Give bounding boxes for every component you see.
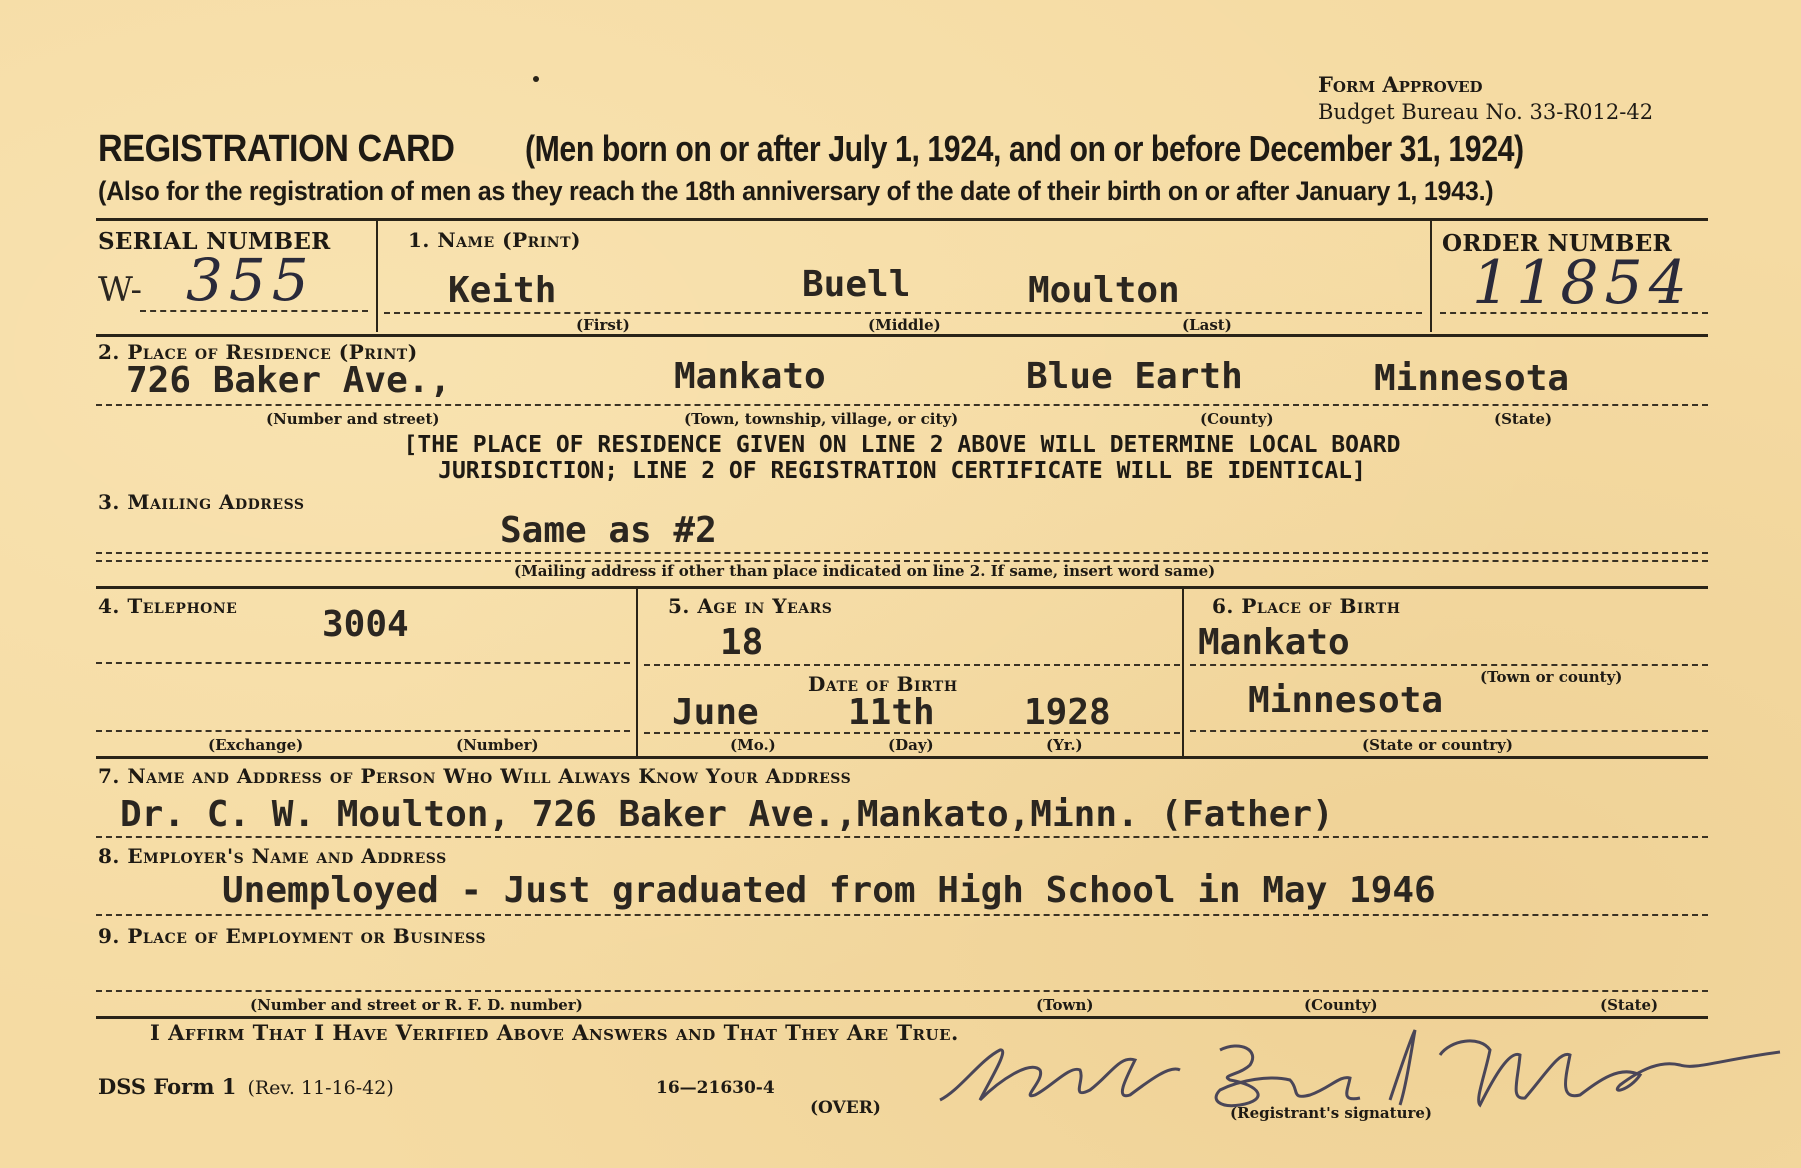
jurisdiction-notice-line2: JURISDICTION; LINE 2 OF REGISTRATION CERTIFICATE WILL BE IDENTICAL] bbox=[438, 458, 1366, 484]
birthplace-town: Mankato bbox=[1198, 622, 1350, 663]
dob-month-caption: (Mo.) bbox=[730, 736, 776, 754]
over-label: (OVER) bbox=[810, 1098, 881, 1118]
budget-bureau-number: Budget Bureau No. 33-R012-42 bbox=[1318, 100, 1654, 124]
employer-label: 8. Employer's Name and Address bbox=[98, 844, 447, 868]
residence-street: 726 Baker Ave., bbox=[126, 360, 452, 401]
telephone-value: 3004 bbox=[322, 604, 409, 645]
age-underline bbox=[644, 664, 1180, 666]
residence-county-caption: (County) bbox=[1200, 410, 1274, 428]
name-label: 1. Name (Print) bbox=[408, 228, 581, 252]
mailing-address-value: Same as #2 bbox=[500, 510, 717, 551]
form-approved-label: Form Approved bbox=[1318, 72, 1483, 97]
top-rule bbox=[96, 218, 1708, 221]
jurisdiction-notice-line1: [THE PLACE OF RESIDENCE GIVEN ON LINE 2 ABOVE WILL DETERMINE LOCAL BOARD bbox=[403, 432, 1401, 458]
card-title-eligibility: (Men born on or after July 1, 1924, and on or before December 31, 1924) bbox=[525, 128, 1524, 169]
first-caption: (First) bbox=[576, 316, 630, 334]
residence-state-caption: (State) bbox=[1494, 410, 1553, 428]
print-code: 16—21630-4 bbox=[656, 1078, 775, 1098]
residence-underline bbox=[96, 404, 1708, 406]
serial-number-label: SERIAL NUMBER bbox=[98, 228, 331, 255]
serial-underline bbox=[140, 310, 368, 312]
employment-town-caption: (Town) bbox=[1036, 996, 1094, 1014]
age-value: 18 bbox=[720, 622, 764, 663]
serial-prefix: W- bbox=[98, 270, 142, 310]
name-underline bbox=[384, 312, 1422, 314]
birthplace-state-caption: (State or country) bbox=[1362, 736, 1513, 754]
telephone-line1 bbox=[96, 662, 630, 664]
telephone-label: 4. Telephone bbox=[98, 594, 238, 618]
col-divider-2 bbox=[1182, 588, 1184, 756]
dob-year-caption: (Yr.) bbox=[1046, 736, 1083, 754]
dob-label: Date of Birth bbox=[808, 672, 958, 696]
age-label: 5. Age in Years bbox=[668, 594, 833, 618]
birthplace-underline2 bbox=[1190, 730, 1708, 732]
contact-underline bbox=[96, 836, 1708, 838]
signature-caption: (Registrant's signature) bbox=[1230, 1104, 1433, 1122]
order-number-label: ORDER NUMBER bbox=[1442, 230, 1672, 257]
first-name: Keith bbox=[448, 270, 557, 311]
contact-value: Dr. C. W. Moulton, 726 Baker Ave.,Mankato,Minn. (Father) bbox=[120, 794, 1334, 835]
employment-place-underline bbox=[96, 990, 1708, 992]
ink-dot bbox=[533, 76, 539, 82]
birthplace-underline1 bbox=[1190, 664, 1708, 666]
middle-caption: (Middle) bbox=[868, 316, 941, 334]
residence-label: 2. Place of Residence (Print) bbox=[98, 340, 418, 364]
last-caption: (Last) bbox=[1182, 316, 1232, 334]
dob-month: June bbox=[672, 692, 759, 733]
employment-state-caption: (State) bbox=[1600, 996, 1659, 1014]
order-divider bbox=[1430, 220, 1432, 332]
employer-underline bbox=[96, 914, 1708, 916]
employer-value: Unemployed - Just graduated from High School in May 1946 bbox=[222, 870, 1436, 911]
form-revision: (Rev. 11-16-42) bbox=[247, 1077, 394, 1099]
col-divider-1 bbox=[636, 588, 638, 756]
dob-day-caption: (Day) bbox=[888, 736, 934, 754]
row3-rule bbox=[96, 586, 1708, 589]
dob-year: 1928 bbox=[1024, 692, 1111, 733]
row4-rule bbox=[96, 756, 1708, 759]
last-name: Moulton bbox=[1028, 270, 1180, 311]
row9-rule bbox=[96, 1016, 1708, 1019]
contact-label: 7. Name and Address of Person Who Will Always Know Your Address bbox=[98, 764, 852, 788]
birthplace-town-caption: (Town or county) bbox=[1480, 668, 1623, 686]
residence-town-caption: (Town, township, village, or city) bbox=[684, 410, 959, 428]
birthplace-state: Minnesota bbox=[1248, 680, 1444, 721]
mailing-address-label: 3. Mailing Address bbox=[98, 490, 305, 514]
residence-street-caption: (Number and street) bbox=[266, 410, 440, 428]
middle-name: Buell bbox=[802, 264, 911, 305]
mailing-caption: (Mailing address if other than place indicated on line 2. If same, insert word same) bbox=[514, 562, 1216, 580]
employment-county-caption: (County) bbox=[1304, 996, 1378, 1014]
mailing-line1 bbox=[96, 552, 1708, 554]
serial-number-value: 355 bbox=[186, 246, 315, 314]
number-caption: (Number) bbox=[456, 736, 539, 754]
serial-divider bbox=[376, 220, 378, 332]
employment-street-caption: (Number and street or R. F. D. number) bbox=[250, 996, 583, 1014]
card-subtitle: (Also for the registration of men as they reach the 18th anniversary of the date of their birth on or after January 1, 1943.) bbox=[98, 176, 1494, 206]
telephone-line2 bbox=[96, 730, 630, 732]
dob-day: 11th bbox=[848, 692, 935, 733]
residence-town: Mankato bbox=[674, 356, 826, 397]
order-number-value: 11854 bbox=[1472, 248, 1693, 318]
exchange-caption: (Exchange) bbox=[208, 736, 304, 754]
row1-rule bbox=[96, 334, 1708, 337]
card-title: REGISTRATION CARD bbox=[98, 128, 455, 170]
form-name: DSS Form 1 bbox=[98, 1074, 237, 1099]
birthplace-label: 6. Place of Birth bbox=[1212, 594, 1401, 618]
residence-county: Blue Earth bbox=[1026, 356, 1243, 397]
form-id bbox=[98, 1074, 394, 1099]
order-underline bbox=[1440, 312, 1708, 314]
dob-underline bbox=[644, 732, 1180, 734]
affirmation-statement: I Affirm That I Have Verified Above Answers and That They Are True. bbox=[150, 1020, 959, 1045]
residence-state: Minnesota bbox=[1374, 358, 1570, 399]
employment-place-label: 9. Place of Employment or Business bbox=[98, 924, 487, 948]
